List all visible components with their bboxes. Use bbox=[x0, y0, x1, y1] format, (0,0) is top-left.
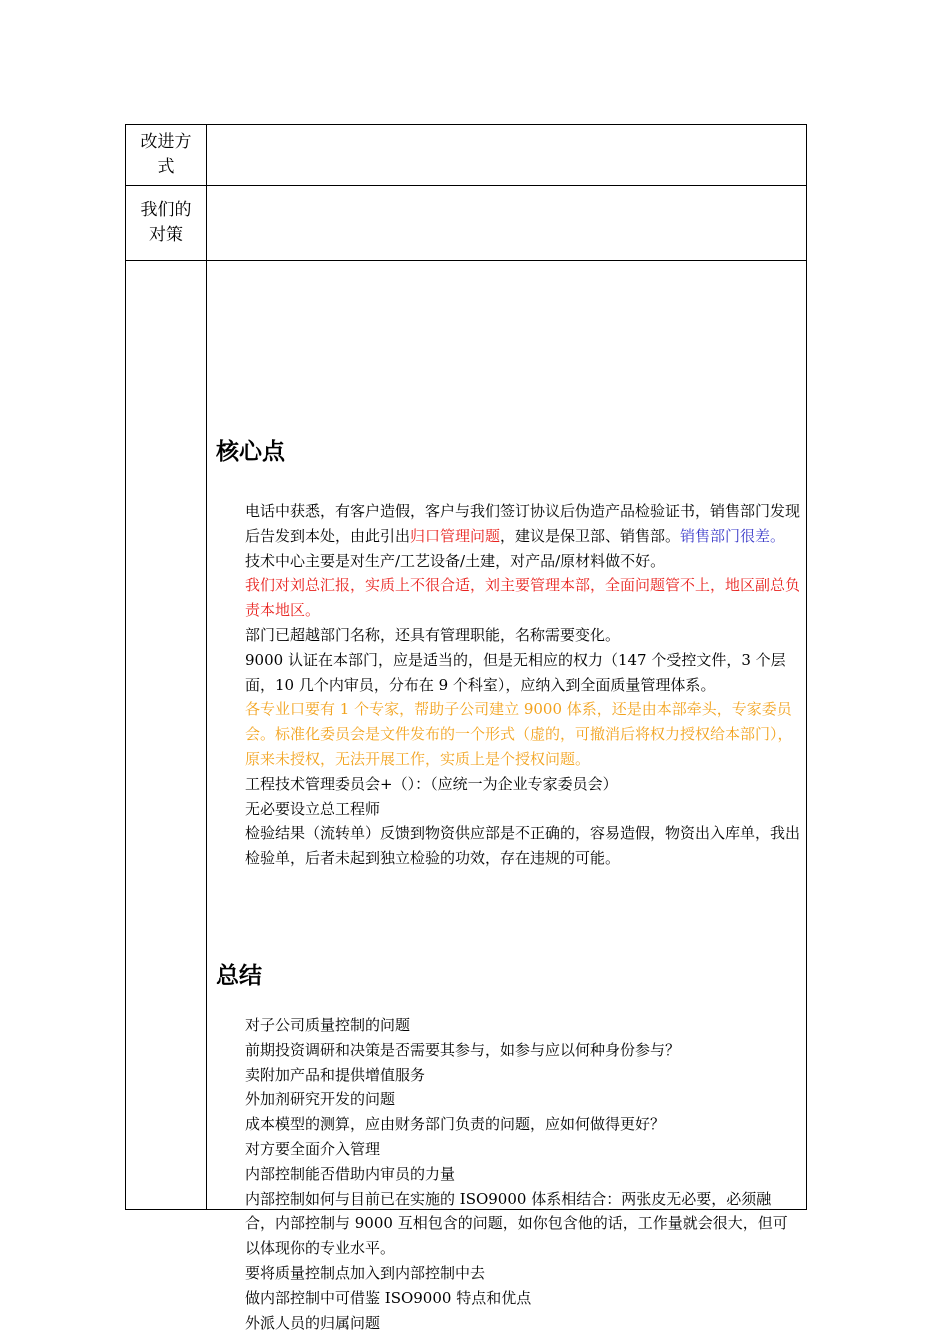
core-paragraph-1 bbox=[245, 499, 801, 549]
row-label-cell bbox=[126, 125, 207, 185]
core-p1-highlight-red: 归口管理问题 bbox=[410, 526, 501, 545]
list-item: 对子公司质量控制的问题 bbox=[245, 1016, 411, 1034]
core-paragraph-9: 检验结果（流转单）反馈到物资供应部是不正确的，容易造假，物资出入库单，我出检验单，后者未起到独立检验的功效，存在违规的可能。 bbox=[245, 824, 801, 868]
list-item: 要将质量控制点加入到内部控制中去 bbox=[245, 1263, 486, 1282]
core-p1-text-b: ，建议是保卫部、销售部。 bbox=[500, 526, 681, 545]
list-item: 内部控制如何与目前已在实施的 ISO9000 体系相结合：两张皮无必要，必须融合，内部控制与 9000 互相包含的问题，如你包含他的话，工作量就会很大，但可以体现你的专业水平。 bbox=[245, 1189, 788, 1258]
core-paragraph-5: 9000 认证在本部门，应是适当的，但是无相应的权力（147 个受控文件，3 个层面，10 几个内审员，分布在 9 个科室），应纳入到全面质量管理体系。 bbox=[245, 650, 786, 694]
core-p1-text-a: 电话中获悉，有客户造假，客户与我们签订协议后伪造产品检验证书，销售部门发现后告发到本处，由此引出 bbox=[245, 502, 801, 545]
list-item: 内部控制能否借助内审员的力量 bbox=[245, 1164, 456, 1183]
summary-heading: 总结 bbox=[216, 963, 262, 989]
notes-content bbox=[207, 261, 806, 1332]
core-points-heading: 核心点 bbox=[216, 439, 285, 465]
table-row-improvement-method bbox=[126, 125, 806, 186]
list-item: 对方要全面介入管理 bbox=[245, 1139, 381, 1158]
document-table bbox=[125, 124, 807, 1332]
row-label-cell bbox=[126, 186, 207, 260]
core-paragraph-6: 各专业口要有 1 个专家，帮助子公司建立 9000 体系，还是由本部牵头，专家委员会。标准化委员会是文件发布的一个形式（虚的，可撤消后将权力授权给本部门），原来未授权，无法开展工作，实质上是个授权问题。 bbox=[245, 700, 793, 768]
core-p1-highlight-blue: 销售部门很差。 bbox=[680, 526, 786, 545]
core-paragraph-2: 技术中心主要是对生产/工艺设备/土建，对产品/原材料做不好。 bbox=[245, 551, 666, 570]
core-paragraph-7: 工程技术管理委员会+（）：（应统一为企业专家委员会） bbox=[245, 774, 618, 793]
core-paragraph-3: 我们对刘总汇报，实质上不很合适，刘主要管理本部，全面问题管不上，地区副总负责本地区。 bbox=[245, 576, 801, 620]
core-paragraph-8: 无必要设立总工程师 bbox=[245, 799, 381, 818]
our-measures-label: 我们的对策 bbox=[140, 200, 192, 245]
table-row-notes bbox=[126, 261, 806, 1332]
improvement-method-label: 改进方式 bbox=[140, 132, 192, 177]
list-item: 外加剂研究开发的问题 bbox=[245, 1090, 396, 1109]
list-item: 外派人员的归属问题 bbox=[245, 1313, 381, 1332]
core-paragraph-4: 部门已超越部门名称，还具有管理职能，名称需要变化。 bbox=[245, 625, 621, 644]
improvement-method-content bbox=[207, 125, 806, 185]
list-item: 前期投资调研和决策是否需要其参与，如参与应以何种身份参与？ bbox=[245, 1040, 681, 1059]
list-item: 做内部控制中可借鉴 ISO9000 特点和优点 bbox=[245, 1288, 532, 1307]
list-item: 卖附加产品和提供增值服务 bbox=[245, 1065, 426, 1084]
summary-list bbox=[245, 1013, 801, 1335]
list-item: 成本模型的测算，应由财务部门负责的问题，应如何做得更好？ bbox=[245, 1115, 666, 1134]
row-label-cell bbox=[126, 261, 207, 1209]
our-measures-content bbox=[207, 186, 806, 260]
core-points-body bbox=[245, 499, 801, 871]
table-row-our-measures bbox=[126, 186, 806, 261]
